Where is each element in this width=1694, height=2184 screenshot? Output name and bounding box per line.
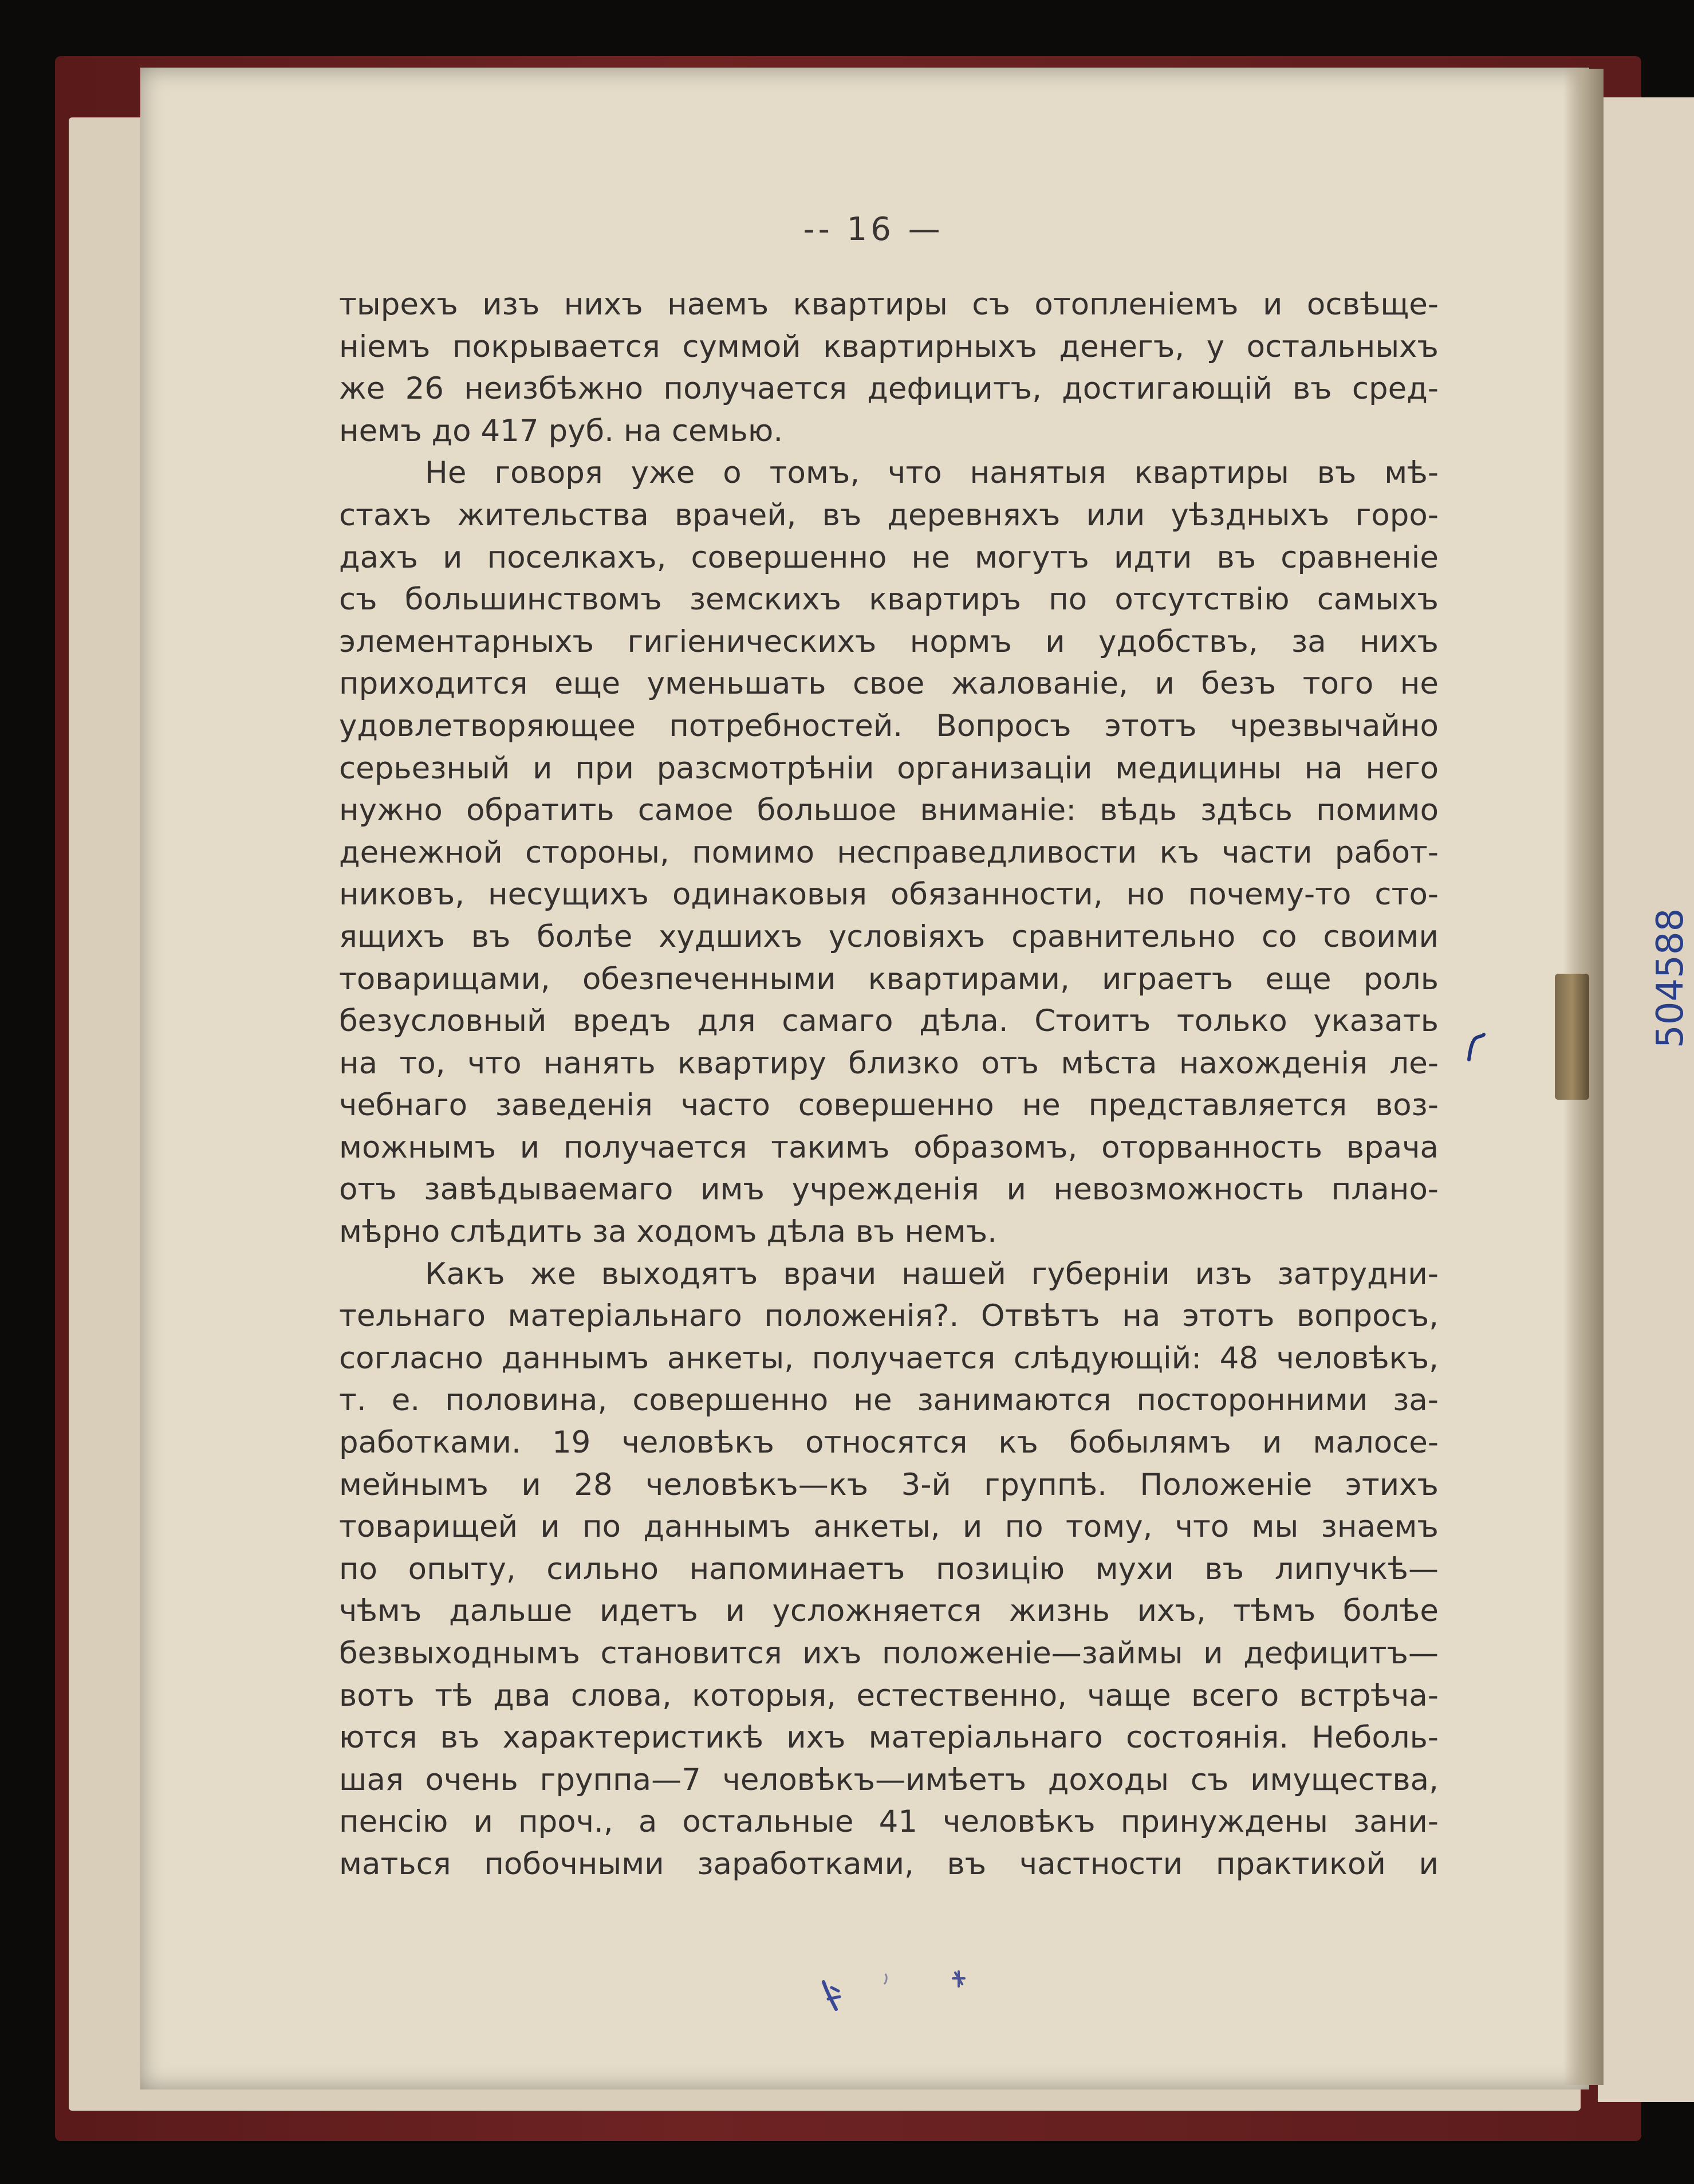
text-line: мѣрно слѣдить за ходомъ дѣла въ немъ. [339, 1214, 997, 1250]
text-line: Не говоря уже о томъ, что нанятыя квартиры въ мѣ- [425, 455, 1439, 491]
text-line: немъ до 417 руб. на семью. [339, 413, 783, 448]
facing-page-edge [1598, 97, 1694, 2102]
text-line: т. е. половина, совершенно не занимаются посторонними за- [339, 1383, 1439, 1418]
binding-clip [1555, 974, 1589, 1100]
text-line: работками. 19 человѣкъ относятся къ бобылямъ и малосе- [339, 1425, 1439, 1461]
text-line: согласно даннымъ анкеты, получается слѣдующій: 48 человѣкъ, [339, 1340, 1439, 1376]
text-line: денежной стороны, помимо несправедливости къ части работ- [339, 835, 1439, 870]
text-line: шая очень группа—7 человѣкъ—имѣетъ доходы съ имущества, [339, 1762, 1439, 1797]
text-line: дахъ и поселкахъ, совершенно не могутъ идти въ сравненіе [339, 540, 1439, 575]
text-line: чѣмъ дальше идетъ и усложняется жизнь ихъ, тѣмъ болѣе [339, 1593, 1439, 1629]
text-line: серьезный и при разсмотрѣніи организаціи медицины на него [339, 750, 1439, 786]
text-line: на то, что нанять квартиру близко отъ мѣста нахожденія ле- [339, 1045, 1439, 1081]
text-line: съ большинствомъ земскихъ квартиръ по отсутствію самыхъ [339, 582, 1439, 617]
text-line: элементарныхъ гигіеническихъ нормъ и удобствъ, за нихъ [339, 624, 1439, 659]
text-line: товарищей и по даннымъ анкеты, и по тому, что мы знаемъ [339, 1509, 1439, 1545]
text-line: безвыходнымъ становится ихъ положеніе—займы и дефицитъ— [339, 1636, 1439, 1671]
text-line: пенсію и проч., а остальные 41 человѣкъ принуждены зани- [339, 1804, 1439, 1840]
text-line: стахъ жительства врачей, въ деревняхъ или уѣздныхъ горо- [339, 497, 1439, 533]
text-line: чебнаго заведенія часто совершенно не представляется воз- [339, 1088, 1439, 1123]
paragraph-2 [339, 452, 1439, 1253]
text-line: Какъ же выходятъ врачи нашей губерніи изъ затрудни- [425, 1256, 1439, 1292]
text-line: никовъ, несущихъ одинаковыя обязанности, но почему-то сто- [339, 877, 1439, 912]
page-number: -- 16 — [803, 211, 944, 248]
text-line: тырехъ изъ нихъ наемъ квартиры съ отопленіемъ и освѣще- [339, 287, 1439, 322]
text-line: маться побочными заработками, въ частности практикой и [339, 1846, 1439, 1882]
text-line: ются въ характеристикѣ ихъ матеріальнаго состоянія. Неболь- [339, 1720, 1439, 1756]
text-line: по опыту, сильно напоминаетъ позицію мухи въ липучкѣ— [339, 1551, 1439, 1587]
text-line: безусловный вредъ для самаго дѣла. Стоитъ только указать [339, 1004, 1439, 1039]
ink-mark-icon [1463, 1031, 1486, 1065]
library-stamp-mark-icon [819, 1965, 985, 2016]
text-line: ящихъ въ болѣе худшихъ условіяхъ сравнительно со своими [339, 919, 1439, 954]
text-line: мейнымъ и 28 человѣкъ—къ 3-й группѣ. Положеніе этихъ [339, 1467, 1439, 1502]
text-line: же 26 неизбѣжно получается дефицитъ, достигающій въ сред- [339, 371, 1439, 407]
text-line: нужно обратить самое большое вниманіе: вѣдь здѣсь помимо [339, 793, 1439, 828]
text-line: товарищами, обезпеченными квартирами, играетъ еще роль [339, 961, 1439, 997]
text-line: можнымъ и получается такимъ образомъ, оторванность врача [339, 1130, 1439, 1165]
text-line: ніемъ покрывается суммой квартирныхъ денегъ, у остальныхъ [339, 329, 1439, 364]
text-line: отъ завѣдываемаго имъ учрежденія и невозможность плано- [339, 1172, 1439, 1207]
paragraph-3 [339, 1253, 1439, 1886]
text-line: вотъ тѣ два слова, которыя, естественно, чаще всего встрѣча- [339, 1678, 1439, 1713]
text-line: удовлетворяющее потребностей. Вопросъ этотъ чрезвычайно [339, 708, 1439, 743]
page-text [339, 284, 1439, 1886]
text-line: приходится еще уменьшать свое жалованіе, и безъ того не [339, 666, 1439, 702]
text-line: тельнаго матеріальнаго положенія?. Отвѣтъ на этотъ вопросъ, [339, 1298, 1439, 1334]
paragraph-1 [339, 284, 1439, 452]
